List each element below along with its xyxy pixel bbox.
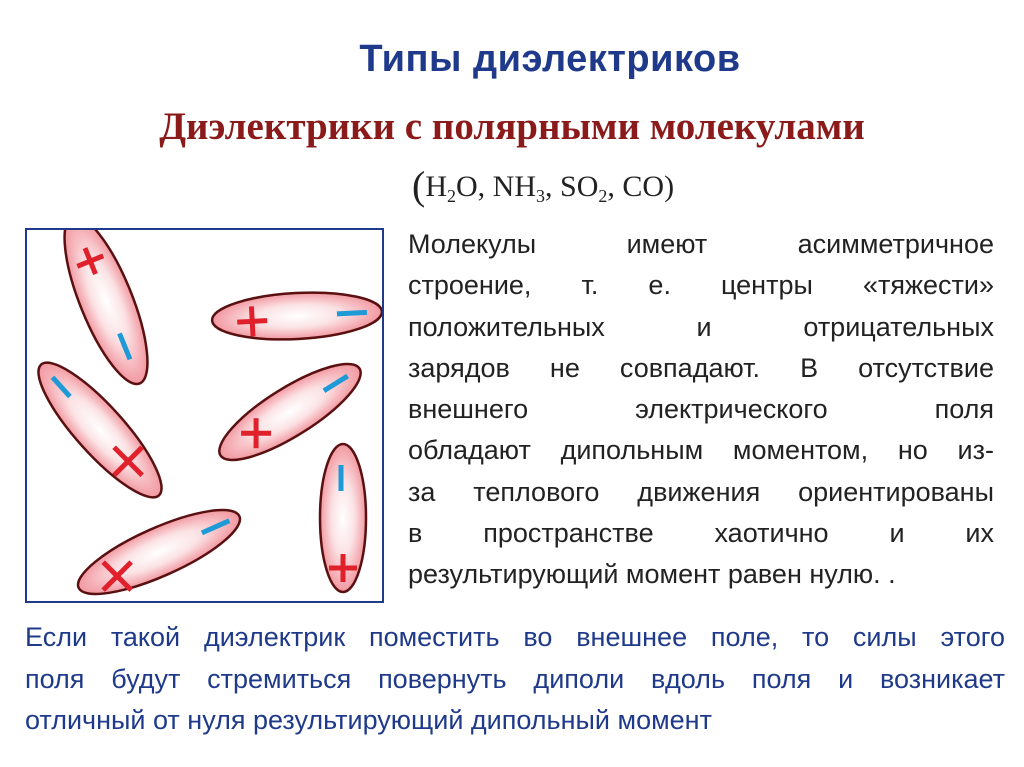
conclusion-line: поля будут стремиться повернуть диполи вдоль поля и возникает [25, 663, 1005, 694]
conclusion-line: отличный от нуля результирующий дипольный момент [25, 705, 712, 735]
description-line: Молекулы имеют асимметричное [408, 229, 994, 259]
formula-so2-rest: , CO [607, 170, 665, 203]
formula-h2o-rest: O, [456, 170, 493, 203]
conclusion-line: Если такой диэлектрик поместить во внешнее поле, то силы этого [25, 622, 1005, 652]
slide-subtitle: Диэлектрики с полярными молекулами [159, 105, 865, 148]
description-line: положительных и отрицательных [408, 311, 994, 342]
polar-molecules-diagram [25, 228, 384, 603]
formula-nh3-rest: , [545, 170, 561, 203]
molecule-formulas [412, 162, 674, 209]
formula-open-paren: ( [412, 163, 426, 208]
description-line: внешнего электрического поля [408, 394, 994, 425]
dipole-molecule [320, 444, 366, 592]
formula-nh3-sub: 3 [536, 186, 546, 206]
molecules-svg [27, 230, 382, 601]
description-paragraph [408, 224, 994, 596]
description-line: строение, т. е. центры «тяжести» [408, 270, 994, 301]
slide-title: Типы диэлектриков [359, 38, 741, 80]
formula-h2o-base: H [425, 170, 447, 203]
dipole-molecule [27, 349, 177, 512]
description-line: зарядов не совпадают. В отсутствие [408, 352, 994, 383]
description-line: обладают дипольным моментом, но из- [408, 435, 994, 466]
dipole-molecule [69, 494, 249, 601]
formula-close-paren: ) [664, 170, 675, 203]
description-line: за теплового движения ориентированы [408, 476, 994, 507]
dipole-molecule [211, 289, 382, 344]
conclusion-paragraph [25, 617, 1005, 742]
formula-h2o-sub: 2 [447, 186, 456, 206]
description-line: результирующий момент равен нулю. . [408, 559, 896, 590]
description-line: в пространстве хаотично и их [408, 518, 994, 549]
formula-nh3-base: NH [492, 170, 537, 203]
formula-so2-base: SO [560, 170, 599, 203]
formula-so2-sub: 2 [598, 186, 608, 206]
minus-charge-icon [337, 312, 367, 314]
